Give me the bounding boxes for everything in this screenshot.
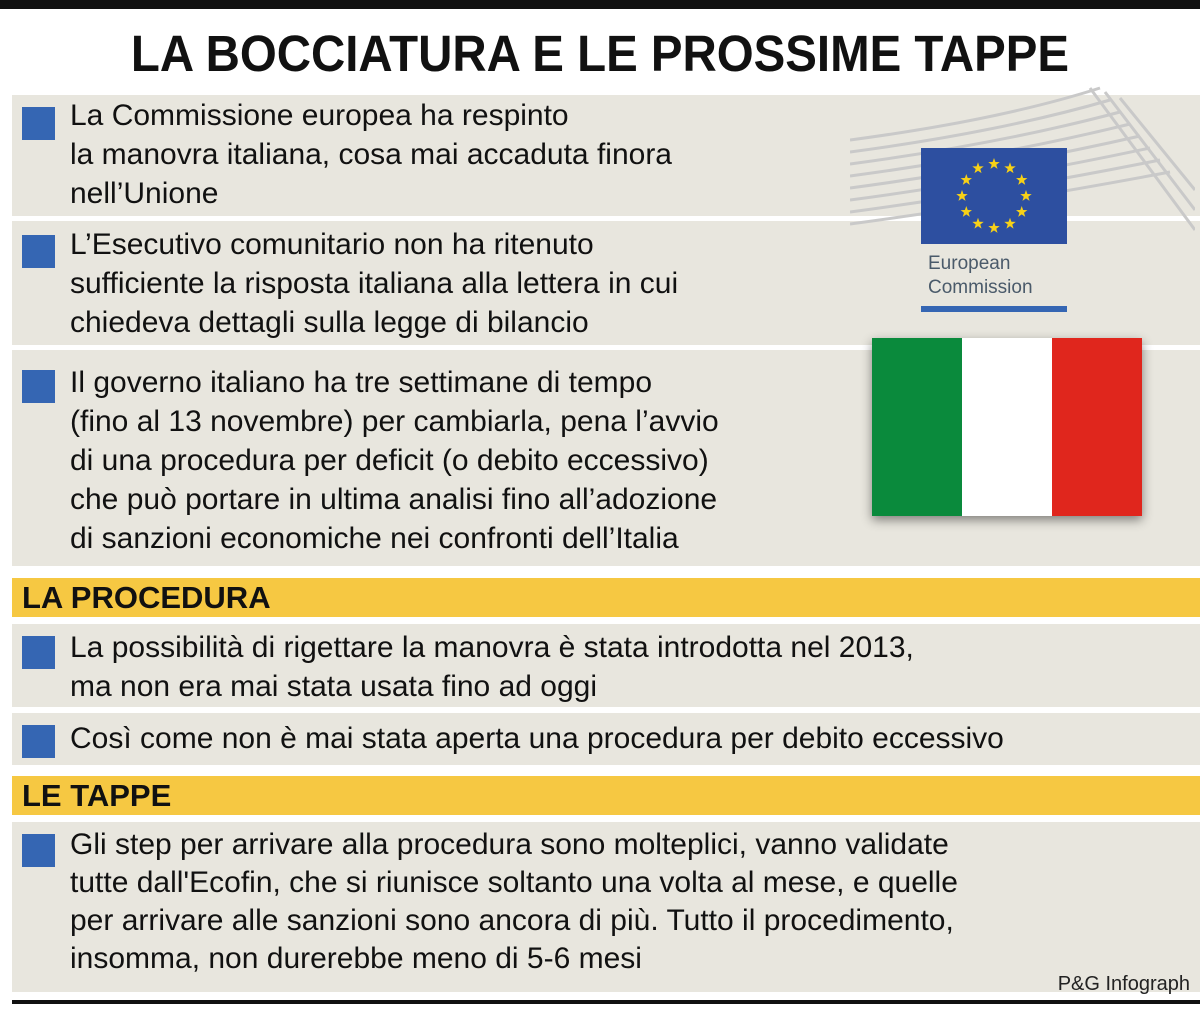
flag-green-stripe (872, 338, 962, 516)
eu-logo-line2: Commission (928, 277, 1033, 298)
intro-text-3: Il governo italiano ha tre settimane di tempo (fino al 13 novembre) per cambiarla, pena l’avvio di una procedura per deficit (o debito eccessivo) che può portare in ultima analisi fino all’adozione di sanzioni economiche nei confronti dell’Italia (70, 366, 719, 555)
procedura-text-1: La possibilità di rigettare la manovra è stata introdotta nel 2013, ma non era mai stata usata fino ad oggi (70, 631, 914, 703)
flag-red-stripe (1052, 338, 1142, 516)
bullet-square-icon (22, 834, 55, 867)
eu-star-icon (1016, 174, 1027, 185)
eu-star-icon (961, 206, 972, 217)
eu-star-icon (1004, 218, 1015, 229)
eu-star-icon (1020, 190, 1031, 201)
intro-text-2: L’Esecutivo comunitario non ha ritenuto sufficiente la risposta italiana alla lettera in cui chiedeva dettagli sulla legge di bilancio (70, 228, 679, 339)
procedura-row-2 (12, 713, 1200, 765)
section-procedura (12, 578, 1200, 617)
eu-star-icon (988, 158, 999, 169)
bottom-rule (12, 1000, 1200, 1004)
tappe-row-1 (12, 822, 1200, 992)
bullet-square-icon (22, 107, 55, 140)
section-heading: LA PROCEDURA (22, 580, 271, 615)
eu-star-icon (988, 222, 999, 233)
procedura-text-2: Così come non è mai stata aperta una procedura per debito eccessivo (70, 722, 1004, 755)
intro-text-1: La Commissione europea ha respinto la manovra italiana, cosa mai accaduta finora nell’Unione (70, 99, 672, 210)
section-heading: LE TAPPE (22, 778, 172, 813)
eu-logo-line1: European (928, 253, 1011, 274)
section-tappe (12, 776, 1200, 815)
credit-label: P&G Infograph (1057, 973, 1190, 995)
eu-flag-icon (921, 148, 1067, 244)
eu-logo-text (928, 252, 1033, 300)
flag-white-stripe (962, 338, 1052, 516)
bullet-square-icon (22, 370, 55, 403)
eu-star-icon (972, 218, 983, 229)
bullet-square-icon (22, 636, 55, 669)
eu-star-icon (1016, 206, 1027, 217)
eu-star-icon (972, 162, 983, 173)
eu-star-icon (956, 190, 967, 201)
top-rule (0, 0, 1200, 9)
tappe-text-1: Gli step per arrivare alla procedura sono molteplici, vanno validate tutte dall'Ecofin, che si riunisce soltanto una volta al mese, e quelle per arrivare alle sanzioni sono ancora di più. Tutto il procedimento, insomma, non durerebbe meno di 5-6 mesi (70, 828, 958, 975)
bullet-square-icon (22, 235, 55, 268)
bullet-square-icon (22, 725, 55, 758)
italian-flag-icon (872, 338, 1142, 516)
eu-star-icon (1004, 162, 1015, 173)
eu-star-icon (961, 174, 972, 185)
eu-logo-underline (921, 306, 1067, 312)
procedura-row-1 (12, 624, 1200, 707)
page-title: LA BOCCIATURA E LE PROSSIME TAPPE (130, 25, 1070, 82)
european-commission-logo (850, 80, 1195, 330)
